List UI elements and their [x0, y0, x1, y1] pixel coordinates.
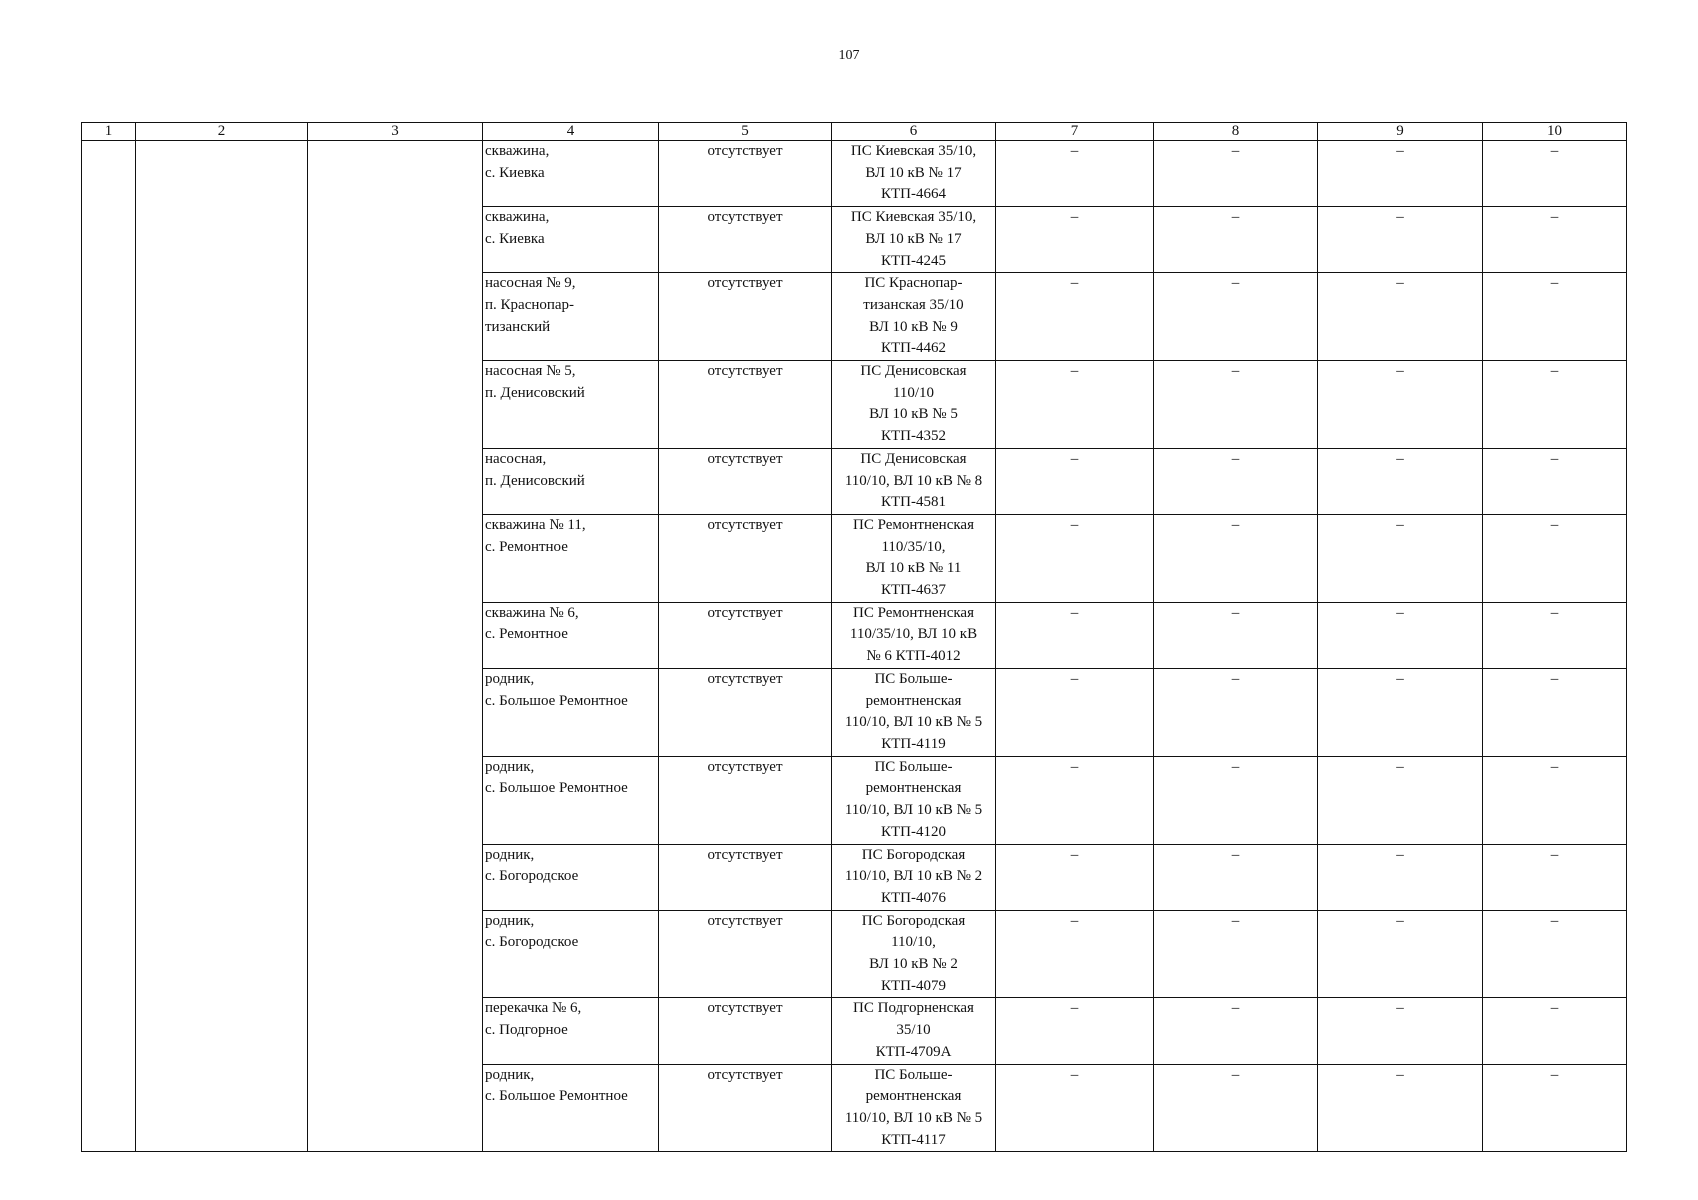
column-7-cell — [996, 998, 1154, 1064]
power-source-line: КТП-4120 — [881, 823, 946, 840]
power-source-line: № 6 КТП-4012 — [866, 648, 961, 665]
column-9-cell — [1318, 844, 1483, 910]
column-header: 5 — [659, 123, 832, 141]
dash-value: – — [1070, 275, 1079, 292]
power-source-line: КТП-4637 — [881, 582, 946, 599]
dash-value: – — [1231, 670, 1240, 687]
column-8-cell — [1154, 756, 1318, 844]
object-line: тизанский — [485, 318, 551, 335]
column-8-cell — [1154, 448, 1318, 514]
dash-value: – — [1396, 846, 1404, 863]
column-8-cell — [1154, 998, 1318, 1064]
status-text: отсутствует — [707, 143, 783, 159]
dash-value: – — [1396, 604, 1404, 621]
power-source-line: КТП-4664 — [881, 186, 946, 203]
object-line: родник, — [485, 912, 535, 929]
column-7-cell — [996, 514, 1154, 602]
column-9-cell — [1318, 998, 1483, 1064]
power-source-line: 35/10 — [896, 1022, 931, 1039]
column-header: 8 — [1154, 123, 1318, 141]
column-9-cell — [1318, 756, 1483, 844]
power-source-line: КТП-4352 — [881, 428, 946, 445]
column-10-cell — [1483, 844, 1627, 910]
object-cell — [483, 514, 659, 602]
power-source-line: 110/35/10, ВЛ 10 кВ — [849, 626, 978, 643]
column-8-cell — [1154, 514, 1318, 602]
dash-value: – — [1070, 450, 1079, 467]
power-source-line: ПС Больше- — [874, 670, 953, 687]
dash-value: – — [1070, 758, 1079, 775]
dash-value: – — [1396, 450, 1404, 467]
power-source-line: КТП-4119 — [881, 735, 946, 752]
object-cell — [483, 141, 659, 207]
object-cell — [483, 998, 659, 1064]
column-header: 9 — [1318, 123, 1483, 141]
power-source-line: ПС Денисовская — [860, 450, 967, 467]
object-line: с. Большое Ремонтное — [485, 780, 628, 797]
power-source-cell — [832, 910, 996, 998]
column-header: 7 — [996, 123, 1154, 141]
status-cell — [659, 668, 832, 756]
power-source-cell — [832, 448, 996, 514]
object-line: скважина, — [485, 209, 550, 226]
power-source-line: ПС Подгорненская — [853, 1000, 974, 1017]
power-source-line: ПС Киевская 35/10, — [850, 209, 977, 226]
status-cell — [659, 998, 832, 1064]
status-cell — [659, 448, 832, 514]
status-cell — [659, 514, 832, 602]
dash-value: – — [1070, 846, 1079, 863]
column-8-cell — [1154, 141, 1318, 207]
power-source-cell — [832, 141, 996, 207]
column-7-cell — [996, 207, 1154, 273]
column-10-cell — [1483, 602, 1627, 668]
column-9-cell — [1318, 910, 1483, 998]
object-line: п. Краснопар- — [485, 296, 575, 313]
object-cell — [483, 844, 659, 910]
dash-value: – — [1070, 912, 1079, 929]
column-1-cell — [82, 141, 136, 1152]
dash-value: – — [1550, 1066, 1559, 1083]
dash-value: – — [1231, 275, 1240, 292]
object-line: с. Подгорное — [485, 1022, 568, 1039]
status-text: отсутствует — [707, 516, 783, 533]
dash-value: – — [1396, 758, 1404, 775]
power-source-line: ВЛ 10 кВ № 11 — [865, 560, 962, 577]
object-cell — [483, 1064, 659, 1152]
object-line: родник, — [485, 670, 535, 687]
power-source-line: ВЛ 10 кВ № 2 — [869, 956, 958, 973]
column-7-cell — [996, 141, 1154, 207]
column-7-cell — [996, 602, 1154, 668]
object-line: родник, — [485, 758, 535, 775]
object-line: насосная № 5, — [485, 363, 576, 380]
table-body — [82, 141, 1627, 1152]
object-cell — [483, 207, 659, 273]
dash-value: – — [1231, 516, 1240, 533]
power-source-line: ремонтненская — [865, 780, 962, 797]
column-7-cell — [996, 756, 1154, 844]
object-line: скважина, — [485, 143, 550, 159]
object-cell — [483, 668, 659, 756]
dash-value: – — [1231, 209, 1240, 226]
dash-value: – — [1231, 1066, 1240, 1083]
power-source-line: КТП-4117 — [881, 1131, 946, 1148]
power-source-line: ремонтненская — [865, 692, 962, 709]
dash-value: – — [1396, 143, 1404, 159]
column-10-cell — [1483, 1064, 1627, 1152]
column-10-cell — [1483, 514, 1627, 602]
column-7-cell — [996, 1064, 1154, 1152]
dash-value: – — [1231, 912, 1240, 929]
power-source-line: ПС Ремонтненская — [853, 516, 974, 533]
column-10-cell — [1483, 448, 1627, 514]
dash-value: – — [1396, 1000, 1404, 1017]
column-8-cell — [1154, 910, 1318, 998]
object-line: с. Киевка — [485, 164, 545, 181]
dash-value: – — [1070, 670, 1079, 687]
dash-value: – — [1550, 758, 1559, 775]
status-text: отсутствует — [707, 846, 783, 863]
power-source-line: КТП-4076 — [881, 889, 946, 906]
power-source-cell — [832, 844, 996, 910]
object-cell — [483, 602, 659, 668]
dash-value: – — [1550, 912, 1559, 929]
column-3-cell — [308, 141, 483, 1152]
dash-value: – — [1231, 604, 1240, 621]
column-8-cell — [1154, 602, 1318, 668]
power-source-line: КТП-4079 — [881, 977, 946, 994]
power-source-cell — [832, 668, 996, 756]
object-cell — [483, 273, 659, 361]
page-number: 107 — [838, 48, 860, 63]
dash-value: – — [1396, 209, 1404, 226]
dash-value: – — [1550, 846, 1559, 863]
power-source-line: ВЛ 10 кВ № 17 — [865, 164, 962, 181]
power-source-line: тизанская 35/10 — [863, 296, 964, 313]
column-9-cell — [1318, 207, 1483, 273]
dash-value: – — [1396, 363, 1404, 380]
object-line: родник, — [485, 1066, 535, 1083]
dash-value: – — [1550, 209, 1559, 226]
power-source-line: 110/35/10, — [881, 538, 946, 555]
power-source-line: ПС Киевская 35/10, — [850, 143, 977, 159]
column-9-cell — [1318, 361, 1483, 449]
dash-value: – — [1231, 758, 1240, 775]
column-10-cell — [1483, 668, 1627, 756]
dash-value: – — [1550, 275, 1559, 292]
column-header: 1 — [82, 123, 136, 141]
header-row — [82, 123, 1627, 141]
dash-value: – — [1070, 209, 1079, 226]
power-source-line: ВЛ 10 кВ № 5 — [869, 406, 958, 423]
table-row — [82, 141, 1627, 207]
dash-value: – — [1231, 143, 1240, 159]
column-9-cell — [1318, 273, 1483, 361]
object-line: п. Денисовский — [485, 472, 585, 489]
status-text: отсутствует — [707, 1000, 783, 1017]
status-cell — [659, 910, 832, 998]
dash-value: – — [1550, 363, 1559, 380]
dash-value: – — [1231, 363, 1240, 380]
status-text: отсутствует — [707, 363, 783, 380]
power-source-line: ПС Богородская — [861, 846, 966, 863]
power-source-line: ВЛ 10 кВ № 17 — [865, 230, 962, 247]
status-text: отсутствует — [707, 604, 783, 621]
power-source-line: ПС Краснопар- — [864, 275, 963, 292]
status-cell — [659, 756, 832, 844]
column-8-cell — [1154, 207, 1318, 273]
dash-value: – — [1231, 450, 1240, 467]
power-source-line: ремонтненская — [865, 1088, 962, 1105]
object-line: насосная № 9, — [485, 275, 576, 292]
power-source-line: КТП-4462 — [881, 340, 946, 357]
column-header: 3 — [308, 123, 483, 141]
object-line: с. Большое Ремонтное — [485, 1088, 628, 1105]
dash-value: – — [1396, 1066, 1404, 1083]
power-source-line: 110/10, ВЛ 10 кВ № 8 — [844, 472, 983, 489]
dash-value: – — [1550, 143, 1559, 159]
object-line: скважина № 11, — [485, 516, 586, 533]
column-10-cell — [1483, 756, 1627, 844]
column-7-cell — [996, 844, 1154, 910]
dash-value: – — [1550, 604, 1559, 621]
power-source-line: 110/10, ВЛ 10 кВ № 5 — [844, 714, 983, 731]
dash-value: – — [1070, 604, 1079, 621]
object-line: с. Богородское — [485, 934, 579, 951]
status-cell — [659, 207, 832, 273]
dash-value: – — [1396, 670, 1404, 687]
status-text: отсутствует — [707, 209, 783, 226]
dash-value: – — [1070, 143, 1079, 159]
dash-value: – — [1396, 275, 1404, 292]
power-source-line: 110/10, ВЛ 10 кВ № 5 — [844, 802, 983, 819]
status-text: отсутствует — [707, 912, 783, 929]
power-source-line: ПС Денисовская — [860, 363, 967, 380]
column-7-cell — [996, 668, 1154, 756]
object-line: родник, — [485, 846, 535, 863]
object-line: с. Ремонтное — [485, 538, 568, 555]
power-source-cell — [832, 602, 996, 668]
column-7-cell — [996, 273, 1154, 361]
column-8-cell — [1154, 668, 1318, 756]
power-source-line: 110/10, ВЛ 10 кВ № 5 — [844, 1109, 983, 1126]
dash-value: – — [1070, 363, 1079, 380]
power-source-cell — [832, 207, 996, 273]
power-source-line: 110/10 — [892, 384, 935, 401]
power-source-line: ПС Ремонтненская — [853, 604, 974, 621]
object-line: п. Денисовский — [485, 384, 585, 401]
column-header: 4 — [483, 123, 659, 141]
object-line: скважина № 6, — [485, 604, 579, 621]
power-source-line: ВЛ 10 кВ № 9 — [869, 318, 958, 335]
power-source-line: КТП-4245 — [881, 252, 946, 269]
object-cell — [483, 756, 659, 844]
object-line: с. Киевка — [485, 230, 545, 247]
status-cell — [659, 141, 832, 207]
status-cell — [659, 1064, 832, 1152]
power-source-line: ПС Больше- — [874, 758, 953, 775]
column-8-cell — [1154, 844, 1318, 910]
object-line: перекачка № 6, — [485, 1000, 582, 1017]
power-source-line: КТП-4709А — [875, 1043, 952, 1060]
power-source-cell — [832, 756, 996, 844]
dash-value: – — [1231, 846, 1240, 863]
data-table — [81, 122, 1627, 1152]
column-header: 2 — [136, 123, 308, 141]
power-source-line: ПС Богородская — [861, 912, 966, 929]
column-7-cell — [996, 448, 1154, 514]
status-cell — [659, 844, 832, 910]
object-line: с. Ремонтное — [485, 626, 568, 643]
dash-value: – — [1550, 1000, 1559, 1017]
column-9-cell — [1318, 1064, 1483, 1152]
power-source-line: 110/10, — [891, 934, 936, 951]
column-9-cell — [1318, 514, 1483, 602]
dash-value: – — [1550, 516, 1559, 533]
column-2-cell — [136, 141, 308, 1152]
object-line: насосная, — [485, 450, 547, 467]
column-7-cell — [996, 910, 1154, 998]
power-source-line: 110/10, ВЛ 10 кВ № 2 — [844, 868, 983, 885]
status-text: отсутствует — [707, 1066, 783, 1083]
object-cell — [483, 910, 659, 998]
column-10-cell — [1483, 998, 1627, 1064]
power-source-line: КТП-4581 — [881, 494, 946, 511]
column-8-cell — [1154, 361, 1318, 449]
status-text: отсутствует — [707, 275, 783, 292]
column-10-cell — [1483, 361, 1627, 449]
status-cell — [659, 361, 832, 449]
power-source-cell — [832, 273, 996, 361]
power-source-cell — [832, 998, 996, 1064]
column-8-cell — [1154, 273, 1318, 361]
object-line: с. Большое Ремонтное — [485, 692, 628, 709]
dash-value: – — [1070, 1000, 1079, 1017]
column-header: 6 — [832, 123, 996, 141]
dash-value: – — [1396, 516, 1404, 533]
power-source-cell — [832, 514, 996, 602]
column-7-cell — [996, 361, 1154, 449]
object-cell — [483, 361, 659, 449]
dash-value: – — [1396, 912, 1404, 929]
column-9-cell — [1318, 602, 1483, 668]
status-text: отсутствует — [707, 758, 783, 775]
column-10-cell — [1483, 273, 1627, 361]
dash-value: – — [1070, 1066, 1079, 1083]
column-10-cell — [1483, 207, 1627, 273]
object-cell — [483, 448, 659, 514]
status-cell — [659, 602, 832, 668]
dash-value: – — [1550, 450, 1559, 467]
power-source-line: ПС Больше- — [874, 1066, 953, 1083]
power-source-cell — [832, 1064, 996, 1152]
dash-value: – — [1231, 1000, 1240, 1017]
column-8-cell — [1154, 1064, 1318, 1152]
column-10-cell — [1483, 910, 1627, 998]
status-text: отсутствует — [707, 450, 783, 467]
column-header: 10 — [1483, 123, 1627, 141]
status-text: отсутствует — [707, 670, 783, 687]
column-9-cell — [1318, 141, 1483, 207]
status-cell — [659, 273, 832, 361]
power-source-cell — [832, 361, 996, 449]
column-10-cell — [1483, 141, 1627, 207]
object-line: с. Богородское — [485, 868, 579, 885]
column-9-cell — [1318, 668, 1483, 756]
dash-value: – — [1070, 516, 1079, 533]
column-9-cell — [1318, 448, 1483, 514]
dash-value: – — [1550, 670, 1559, 687]
